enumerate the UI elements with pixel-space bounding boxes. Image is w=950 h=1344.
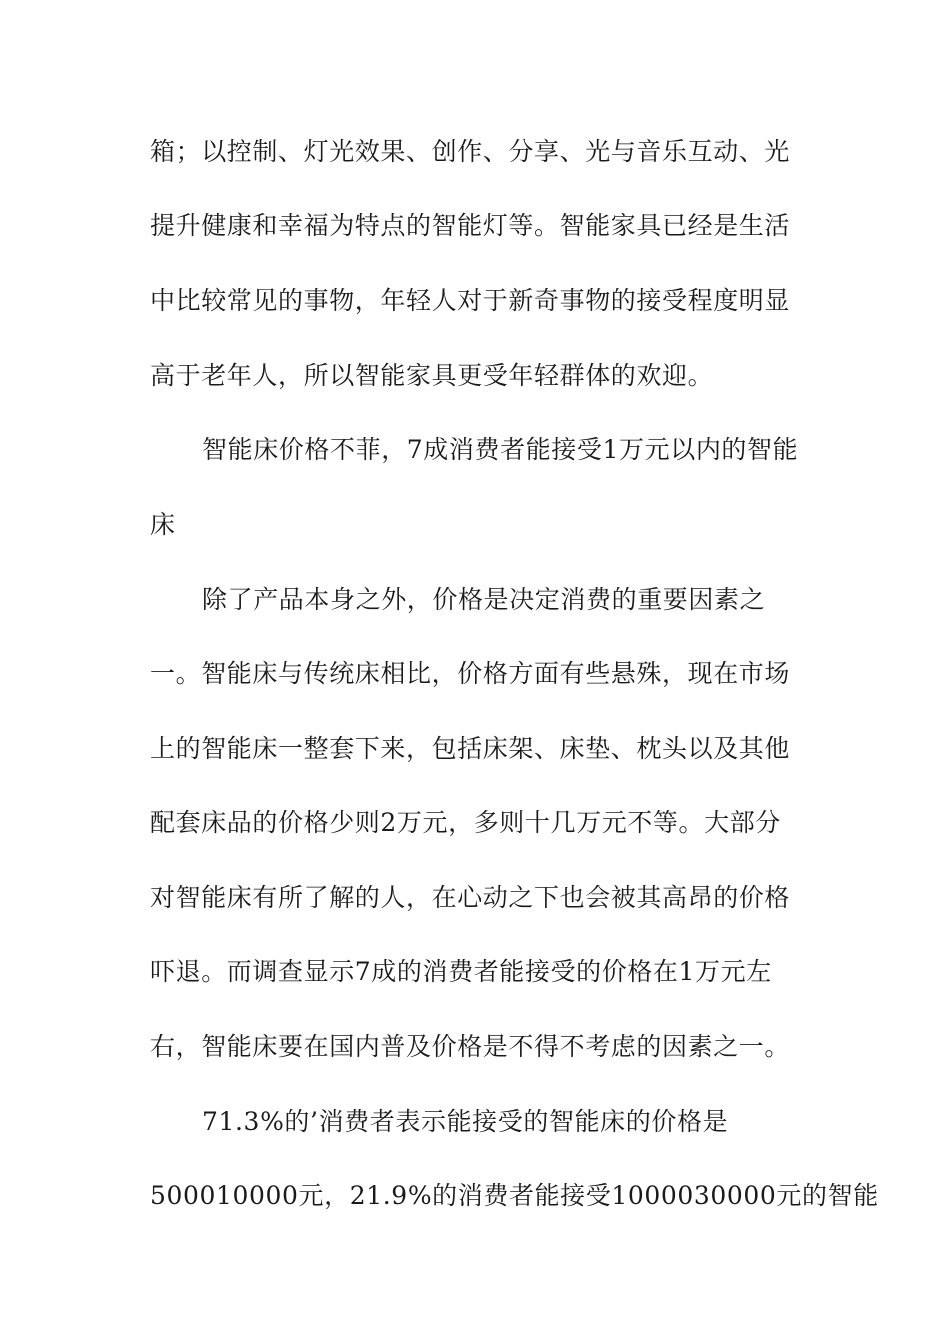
text-line: 除了产品本身之外，价格是决定消费的重要因素之	[202, 585, 766, 614]
text-line: 右，智能床要在国内普及价格是不得不考虑的因素之一。	[150, 1032, 791, 1061]
text-line: 床	[150, 510, 176, 539]
text-line: 对智能床有所了解的人，在心动之下也会被其高昂的价格	[150, 883, 791, 912]
text-line: 上的智能床一整套下来，包括床架、床垫、枕头以及其他	[150, 734, 791, 763]
text-line: 71.3%的’消费者表示能接受的智能床的价格是	[202, 1107, 729, 1136]
text-line: 配套床品的价格少则2万元，多则十几万元不等。大部分	[150, 808, 781, 837]
text-line: 中比较常见的事物，年轻人对于新奇事物的接受程度明显	[150, 286, 791, 315]
text-line: 500010000元，21.9%的消费者能接受1000030000元的智能	[150, 1181, 879, 1210]
text-line: 箱；以控制、灯光效果、创作、分享、光与音乐互动、光	[150, 137, 791, 166]
text-line: 提升健康和幸福为特点的智能灯等。智能家具已经是生活	[150, 211, 791, 240]
text-line: 高于老年人，所以智能家具更受年轻群体的欢迎。	[150, 361, 714, 390]
text-line: 一。智能床与传统床相比，价格方面有些悬殊，现在市场	[150, 659, 791, 688]
text-line: 智能床价格不菲，7成消费者能接受1万元以内的智能	[202, 435, 799, 464]
text-line: 吓退。而调查显示7成的消费者能接受的价格在1万元左	[150, 957, 772, 986]
